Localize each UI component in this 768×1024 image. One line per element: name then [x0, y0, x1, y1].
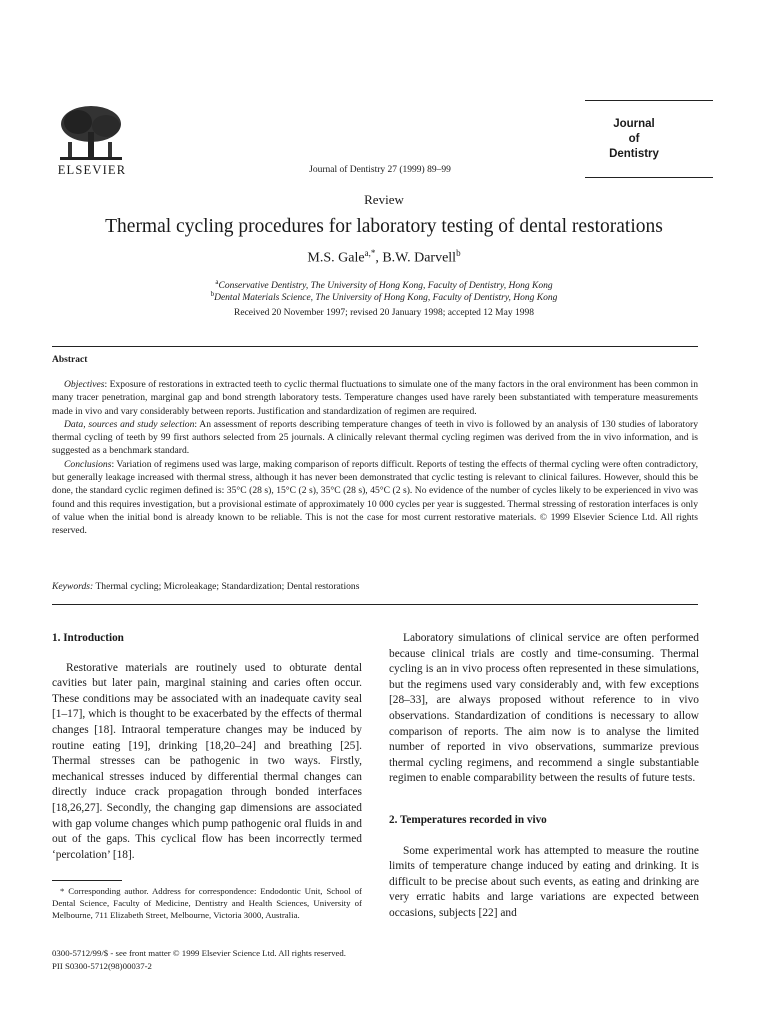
abstract-label: Objectives [64, 379, 105, 390]
journal-title [599, 117, 669, 162]
paragraph: Restorative materials are routinely used to obturate dental cavities but later pain, marginal staining and caries often occur. These conditions may be associated with an inadequate cavity seal [1–17], which is thought to be exacerbated by the effects of thermal changes [18]. Intraoral temperature changes may be induced by routine eating [19], drinking [18,20–24] and breathing [25]. Thermal stresses can be pathogenic in two ways. Firstly, mechanical stresses induced by differential thermal changes can directly induce crack propagation through bonded interfaces [18,26,27]. Secondly, the changing gap dimensions are associated with gap volume changes which pump pathogenic oral fluids in and out of the gaps. This cyclical flow has been incorrectly termed ‘percolation’ [18]. [52, 661, 362, 861]
abstract-objectives [52, 378, 698, 418]
affiliation-text: Dental Materials Science, The University of Hong Kong, Faculty of Dentistry, Hong Kong [214, 293, 558, 304]
keywords-label: Keywords: [52, 581, 94, 592]
abstract-heading: Abstract [52, 355, 88, 365]
keywords-text: Thermal cycling; Microleakage; Standardization; Dental restorations [93, 581, 360, 592]
affil-marker: b [210, 290, 215, 298]
issn-line: 0300-5712/99/$ - see front matter © 1999 Elsevier Science Ltd. All rights reserved. [52, 948, 346, 958]
article-title: Thermal cycling procedures for laboratory testing of dental restorations [105, 216, 663, 237]
left-column [52, 631, 362, 863]
abstract-text: : Exposure of restorations in extracted teeth to cyclic thermal fluctuations to simulate one of the many factors in the oral environment has been common in many tracer penetration, marginal gap and bond strength laboratory tests. Temperature changes used have rarely been substantiated with temperature measurements made in vivo and vary considerably between reports. Justification and standardization of regimen are required. [52, 379, 698, 417]
right-column [389, 631, 699, 922]
journal-title-line: Journal [613, 118, 655, 130]
abstract-label: Data, sources and study selection [64, 418, 195, 430]
divider [52, 346, 698, 347]
publisher-name: ELSEVIER [57, 163, 127, 177]
keywords [52, 581, 698, 592]
footnote-rule [52, 880, 122, 881]
affiliation-text: Conservative Dentistry, The University of Hong Kong, Faculty of Dentistry, Hong Kong [218, 281, 553, 292]
section-heading: 2. Temperatures recorded in vivo [389, 813, 547, 826]
author-affil-marker: a,* [364, 248, 376, 258]
received-dates: Received 20 November 1997; revised 20 January 1998; accepted 12 May 1998 [234, 308, 534, 318]
divider [52, 604, 698, 605]
journal-citation: Journal of Dentistry 27 (1999) 89–99 [309, 165, 451, 175]
affil-marker: a [215, 278, 219, 286]
article-type: Review [364, 192, 404, 207]
paragraph: Some experimental work has attempted to measure the routine limits of temperature change induced by eating and drinking. It is difficult to be precise about such events, as eating and drinking are very erratic habits and large variations are expected between occasions, subjects [22] and [389, 844, 699, 919]
author-name: , B.W. Darvell [375, 250, 457, 266]
abstract-body [52, 378, 698, 538]
journal-title-line: Dentistry [609, 148, 659, 160]
author-name: M.S. Gale [307, 250, 365, 266]
authors [0, 248, 768, 267]
abstract-conclusions [52, 458, 698, 538]
abstract-data [52, 418, 698, 458]
section-heading: 1. Introduction [52, 632, 124, 644]
footnote-text: * Corresponding author. Address for correspondence: Endodontic Unit, School of Dental Science, Faculty of Medicine, Dentistry and Health Sciences, University of Melbourne, 711 Elizabeth Street, Melbourne, Victoria 3000, Australia. [52, 886, 362, 920]
journal-title-box [585, 100, 713, 178]
pii-line: PII S0300-5712(98)00037-2 [52, 960, 152, 971]
footnote [52, 885, 362, 921]
paragraph: Laboratory simulations of clinical service are often performed because clinical trials are costly and time-consuming. Thermal cycling is an in vivo process often represented in these simulations, but the regimens used vary considerably and, with few exceptions [28–33], are always proposed without reference to in vivo observations. Standardization of conditions is necessary to allow comparison of reports. The aim now is to analyse the limited number of reported in vivo observations, summarize previous thermal cycling regimens, and recommend a single substantiable regimen to enable comparability between the results of future tests. [389, 632, 699, 785]
journal-title-line: of [628, 133, 640, 145]
abstract-text: : An assessment of reports describing temperature changes of teeth in vivo is followed by an analysis of 130 studies of laboratory thermal cycling of teeth by 99 first authors selected from 25 journals. A clinically relevant thermal cycling regimen was derived from the in vivo information, and is suggested as a benchmark standard. [52, 418, 699, 457]
author-affil-marker: b [456, 248, 461, 258]
abstract-text: : Variation of regimens used was large, making comparison of reports difficult. Reports of testing the effects of thermal cycling were often contradictory, but generally leakage increased with thermal stress, although it has never been demonstrated that cyclic testing is relevant to clinical failures. However, should this be done, the standard cyclic regimen defined is: 35°C (28 s), 15°C (2 s), 35°C (28 s), 45°C (2 s). No evidence of the number of cycles likely to be experienced in vivo was found and this requires investigation, but a provisional estimate of approximately 10 000 cycles per year is suggested. Thermal stressing of restoration interfaces is only of value when the initial bond is already known to be reliable. This is not the case for most current restorative materials. © 1999 Elsevier Science Ltd. All rights reserved. [52, 458, 698, 537]
affiliation-b [0, 290, 768, 303]
abstract-label: Conclusions [64, 458, 112, 470]
front-matter [52, 947, 552, 972]
